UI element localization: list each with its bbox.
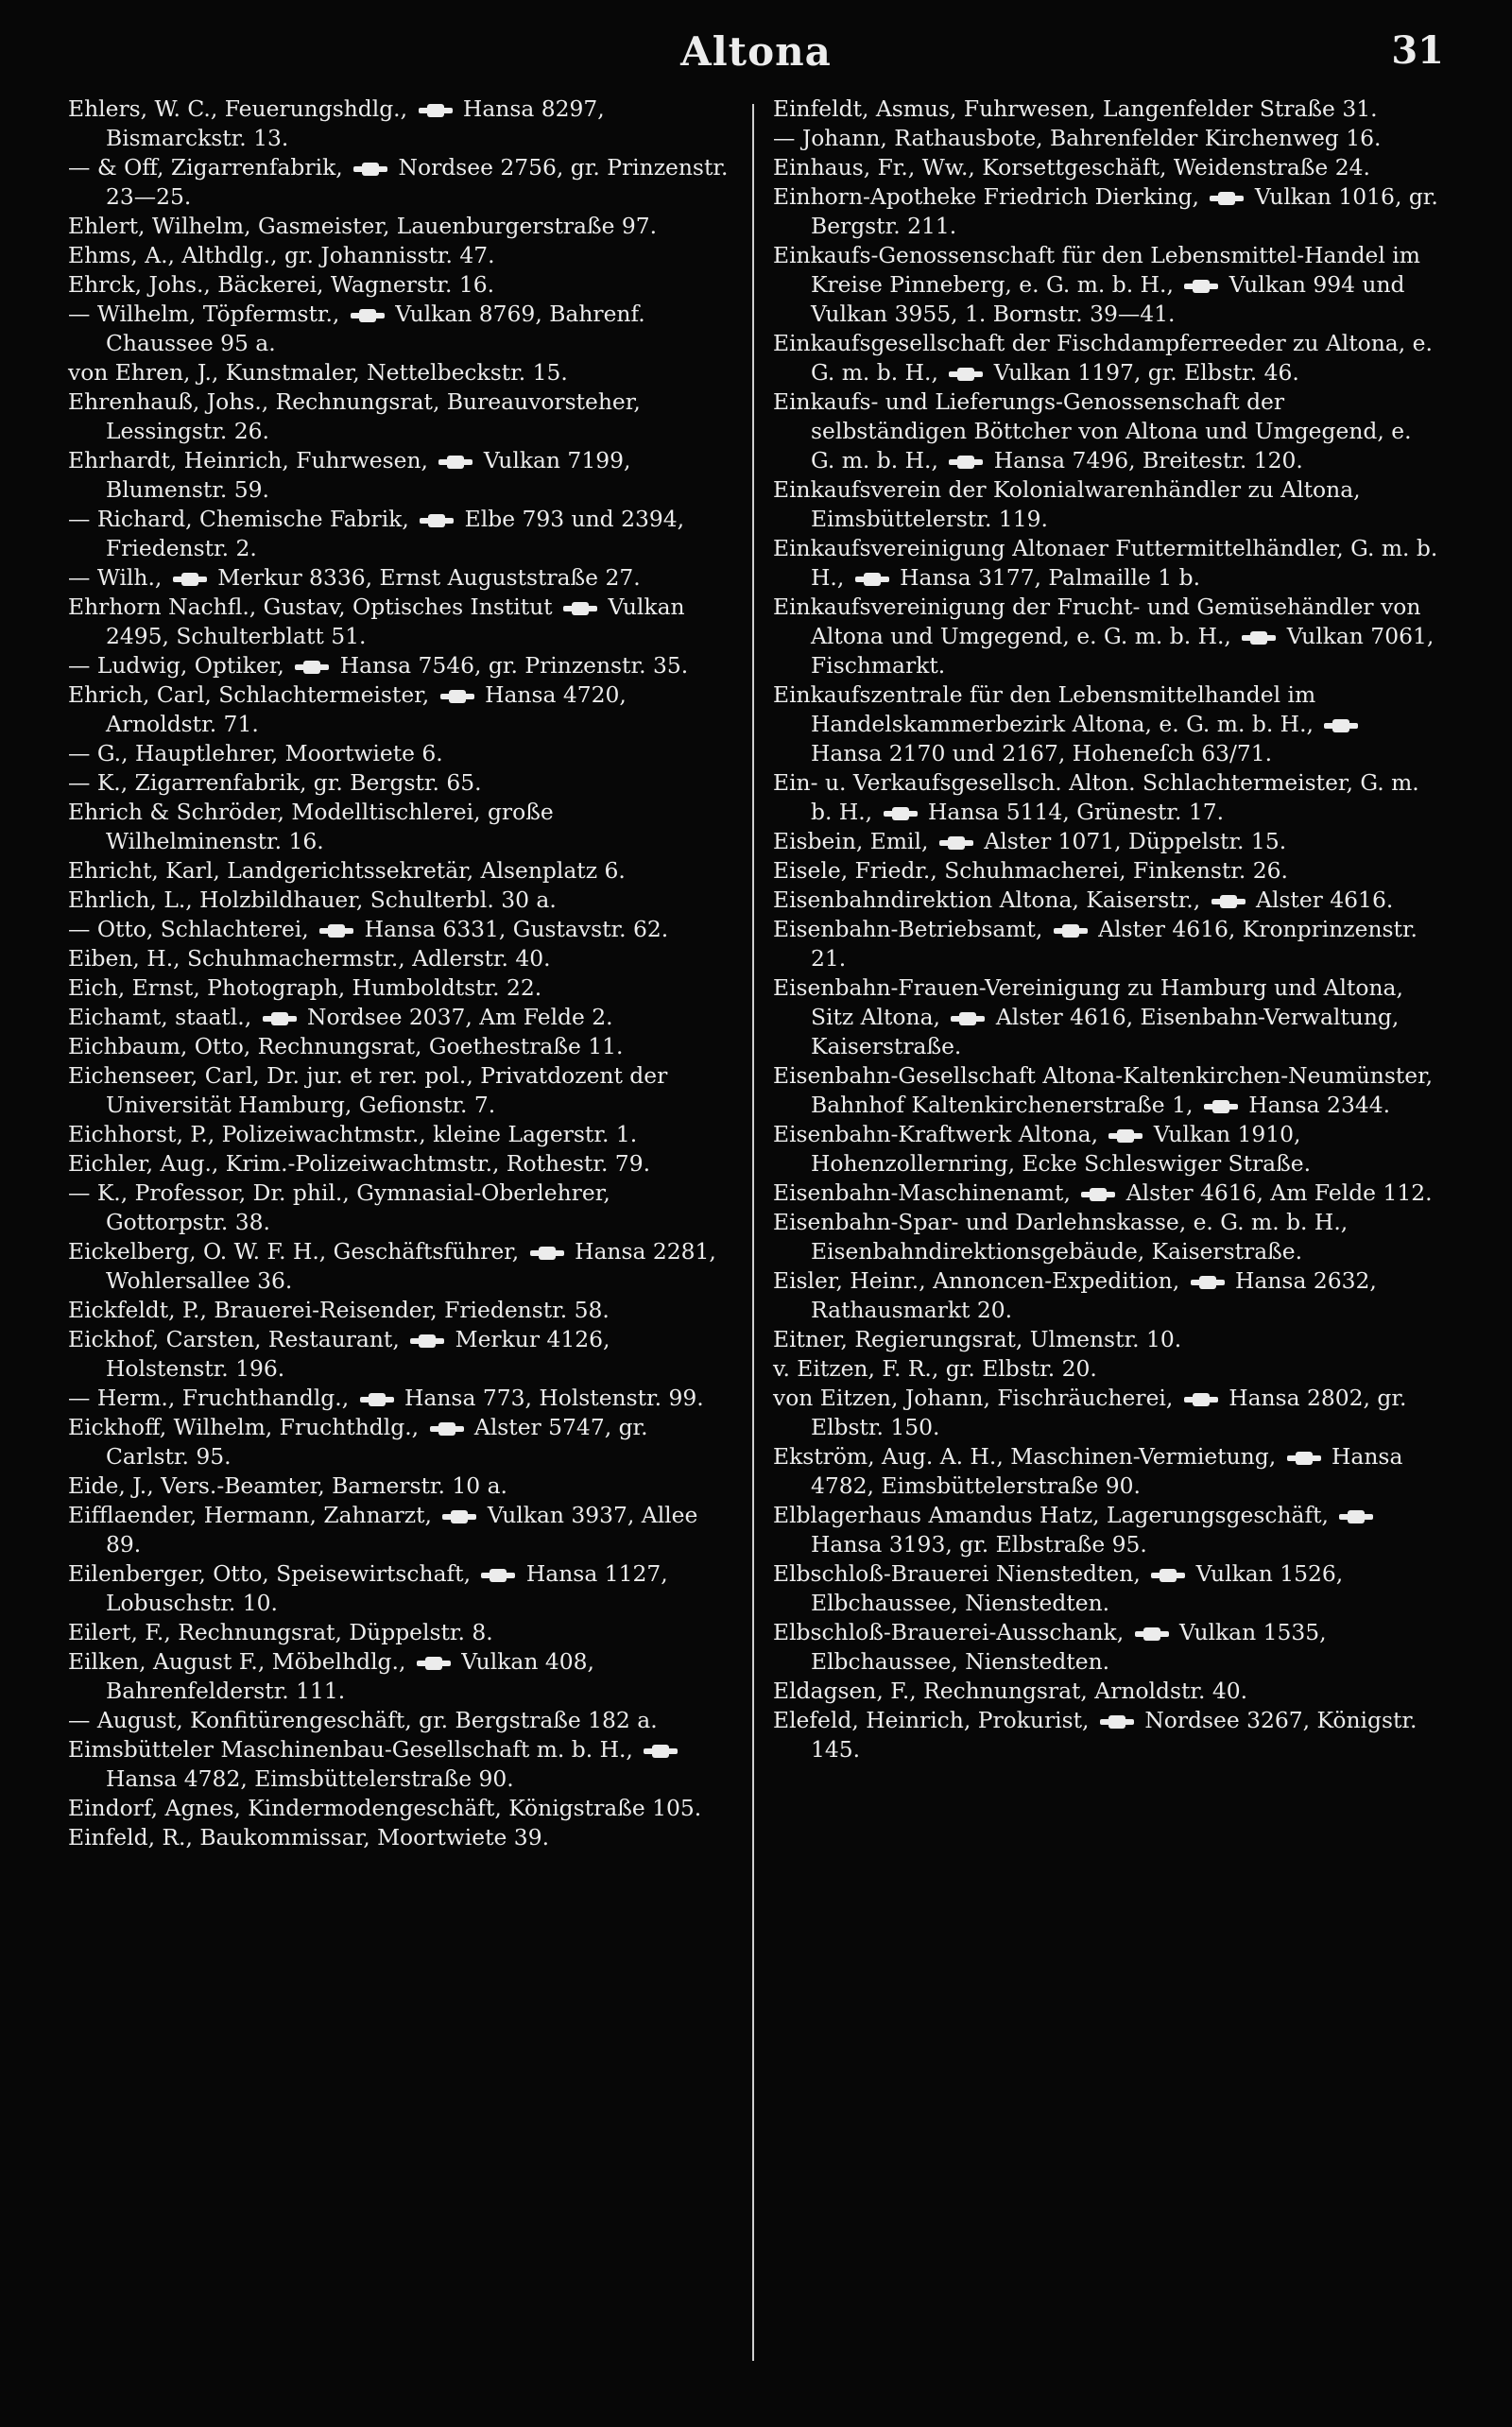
directory-entry bbox=[68, 1384, 734, 1413]
entry-text: — Richard, Chemische Fabrik, bbox=[68, 506, 417, 532]
directory-entry bbox=[68, 1296, 734, 1325]
entry-phone-address: Hansa 2281, Wohlersallee 36. bbox=[106, 1238, 716, 1294]
telephone-icon bbox=[951, 1012, 985, 1025]
directory-entry bbox=[773, 886, 1439, 915]
directory-entry bbox=[68, 1032, 734, 1061]
directory-entry bbox=[68, 1413, 734, 1472]
entry-text: Eisenbahn-Betriebsamt, bbox=[773, 916, 1050, 942]
directory-entry bbox=[68, 1735, 734, 1794]
entry-phone-address: Hansa 7496, Breitestr. 120. bbox=[987, 447, 1303, 473]
entry-text: — Ludwig, Optiker, bbox=[68, 652, 292, 679]
entry-text: Eifflaender, Hermann, Zahnarzt, bbox=[68, 1502, 439, 1528]
entry-text: Eindorf, Agnes, Kindermodengeschäft, Königstraße 105. bbox=[68, 1795, 702, 1821]
telephone-icon bbox=[442, 1510, 476, 1523]
directory-entry bbox=[68, 241, 734, 270]
entry-text: Ehlert, Wilhelm, Gasmeister, Lauenburgerstraße 97. bbox=[68, 213, 658, 239]
entry-text: — Johann, Rathausbote, Bahrenfelder Kirchenweg 16. bbox=[773, 125, 1382, 151]
directory-entry bbox=[68, 358, 734, 387]
page-title: Altona bbox=[680, 28, 832, 75]
directory-entry bbox=[773, 768, 1439, 827]
entry-phone-address: Hansa 4720, Arnoldstr. 71. bbox=[106, 681, 627, 737]
entry-text: Einkaufsvereinigung Altonaer Futtermittelhändler, G. m. b. H., bbox=[773, 535, 1438, 591]
entry-text: Elbschloß-Brauerei Nienstedten, bbox=[773, 1560, 1148, 1587]
telephone-icon bbox=[1191, 1276, 1225, 1289]
directory-entry bbox=[773, 1354, 1439, 1384]
directory-entry bbox=[773, 1501, 1439, 1559]
entry-phone-address: Alster 4616, Am Felde 112. bbox=[1119, 1179, 1433, 1206]
entry-text: Einfeldt, Asmus, Fuhrwesen, Langenfelder Straße 31. bbox=[773, 95, 1378, 122]
directory-entry bbox=[68, 593, 734, 651]
directory-entry bbox=[773, 915, 1439, 973]
entry-text: — Wilhelm, Töpfermstr., bbox=[68, 301, 347, 327]
telephone-icon bbox=[295, 661, 329, 674]
directory-entry bbox=[68, 300, 734, 358]
directory-entry bbox=[773, 856, 1439, 886]
entry-text: Eichamt, staatl., bbox=[68, 1004, 259, 1030]
entry-phone-address: Hansa 4782, Eimsbüttelerstraße 90. bbox=[106, 1765, 514, 1792]
entry-phone-address: Hansa 6331, Gustavstr. 62. bbox=[357, 916, 669, 942]
directory-entry bbox=[68, 1472, 734, 1501]
telephone-icon bbox=[263, 1012, 297, 1025]
telephone-icon bbox=[440, 690, 474, 703]
entry-text: Eisenbahn-Gesellschaft Altona-Kaltenkirchen-Neumünster, Bahnhof Kaltenkirchenerstraße 1, bbox=[773, 1062, 1434, 1118]
entry-text: Eickhof, Carsten, Restaurant, bbox=[68, 1326, 407, 1352]
entry-phone-address: Hansa 1127, Lobuschstr. 10. bbox=[106, 1560, 668, 1616]
entry-text: Ehrck, Johs., Bäckerei, Wagnerstr. 16. bbox=[68, 271, 495, 298]
entry-phone-address: Vulkan 1016, gr. Bergstr. 211. bbox=[811, 183, 1438, 239]
directory-entry bbox=[68, 1179, 734, 1237]
directory-entry bbox=[773, 1706, 1439, 1764]
directory-entry bbox=[68, 944, 734, 973]
entry-text: Eichler, Aug., Krim.-Polizeiwachtmstr., Rothestr. 79. bbox=[68, 1150, 651, 1177]
directory-entry bbox=[68, 1120, 734, 1149]
telephone-icon bbox=[353, 163, 387, 176]
entry-phone-address: Merkur 8336, Ernst Auguststraße 27. bbox=[210, 564, 641, 591]
entry-phone-address: Vulkan 3937, Allee 89. bbox=[106, 1502, 698, 1558]
entry-text: Ehrlich, L., Holzbildhauer, Schulterbl. 30 a. bbox=[68, 886, 557, 913]
telephone-icon bbox=[410, 1334, 444, 1348]
directory-entry bbox=[773, 1559, 1439, 1618]
entry-text: Ehrich & Schröder, Modelltischlerei, große Wilhelminenstr. 16. bbox=[68, 799, 554, 854]
directory-entry bbox=[68, 1149, 734, 1179]
entry-text: Eisenbahn-Spar- und Darlehnskasse, e. G. m. b. H., Eisenbahndirektionsgebäude, Kaiserstraße. bbox=[773, 1209, 1349, 1265]
entry-text: Eichenseer, Carl, Dr. jur. et rer. pol., Privatdozent der Universität Hamburg, Gefionstr. 7. bbox=[68, 1062, 668, 1118]
directory-entry bbox=[68, 1325, 734, 1384]
directory-entry bbox=[68, 1061, 734, 1120]
directory-entry bbox=[68, 1647, 734, 1706]
directory-entry bbox=[68, 212, 734, 241]
directory-entry bbox=[773, 1325, 1439, 1354]
entry-phone-address: Vulkan 1535, Elbchaussee, Nienstedten. bbox=[811, 1619, 1327, 1675]
telephone-icon bbox=[884, 807, 918, 820]
entry-text: Eisenbahn-Maschinenamt, bbox=[773, 1179, 1078, 1206]
entry-phone-address: Hansa 773, Holstenstr. 99. bbox=[397, 1385, 704, 1411]
entry-text: — Wilh., bbox=[68, 564, 169, 591]
entry-text: Eisenbahn-Kraftwerk Altona, bbox=[773, 1121, 1106, 1147]
entry-text: Einkaufsvereinigung der Frucht- und Gemüsehändler von Altona und Umgegend, e. G. m. b. H., bbox=[773, 594, 1421, 649]
directory-entry bbox=[68, 856, 734, 886]
telephone-icon bbox=[1135, 1627, 1169, 1641]
telephone-icon bbox=[1210, 192, 1244, 205]
entry-text: — Herm., Fruchthandlg., bbox=[68, 1385, 356, 1411]
page-header bbox=[68, 28, 1444, 85]
telephone-icon bbox=[438, 456, 472, 469]
entry-phone-address: Vulkan 2495, Schulterblatt 51. bbox=[106, 594, 685, 649]
entry-text: Eickelberg, O. W. F. H., Geschäftsführer, bbox=[68, 1238, 526, 1265]
entry-phone-address: Hansa 5114, Grünestr. 17. bbox=[920, 799, 1225, 825]
entry-text: — August, Konfitürengeschäft, gr. Bergstraße 182 a. bbox=[68, 1707, 658, 1733]
entry-text: Eimsbütteler Maschinenbau-Gesellschaft m. b. H., bbox=[68, 1736, 641, 1763]
entry-text: Eisbein, Emil, bbox=[773, 828, 936, 854]
entry-text: Eisele, Friedr., Schuhmacherei, Finkenstr. 26. bbox=[773, 857, 1288, 884]
directory-entry bbox=[773, 329, 1439, 387]
entry-text: Ehlers, W. C., Feuerungshdlg., bbox=[68, 95, 415, 122]
telephone-icon bbox=[419, 104, 453, 117]
entry-phone-address: Hansa 8297, Bismarckstr. 13. bbox=[106, 95, 605, 151]
entry-text: — G., Hauptlehrer, Moortwiete 6. bbox=[68, 740, 443, 766]
directory-entry bbox=[773, 1061, 1439, 1120]
directory-entry bbox=[773, 1442, 1439, 1501]
directory-entry bbox=[68, 270, 734, 300]
directory-entry bbox=[68, 1794, 734, 1823]
entry-phone-address: Nordsee 2756, gr. Prinzenstr. 23—25. bbox=[106, 154, 729, 210]
entry-text: Ehrenhauß, Johs., Rechnungsrat, Bureauvorsteher, Lessingstr. 26. bbox=[68, 388, 641, 444]
telephone-icon bbox=[1324, 719, 1358, 732]
telephone-icon bbox=[644, 1745, 678, 1758]
directory-entry bbox=[68, 1559, 734, 1618]
column-divider bbox=[752, 104, 754, 2361]
entry-phone-address: Nordsee 2037, Am Felde 2. bbox=[300, 1004, 613, 1030]
entry-phone-address: Hansa 3177, Palmaille 1 b. bbox=[892, 564, 1201, 591]
entry-text: Einkaufsgesellschaft der Fischdampferreeder zu Altona, e. G. m. b. H., bbox=[773, 330, 1433, 386]
entry-phone-address: Vulkan 7061, Fischmarkt. bbox=[811, 623, 1435, 679]
entry-phone-address: Elbe 793 und 2394, Friedenstr. 2. bbox=[106, 506, 685, 561]
telephone-icon bbox=[939, 836, 973, 850]
entry-text: Ehrhardt, Heinrich, Fuhrwesen, bbox=[68, 447, 436, 473]
entry-text: Eisler, Heinr., Annoncen-Expedition, bbox=[773, 1267, 1187, 1294]
entry-text: Ekström, Aug. A. H., Maschinen-Vermietung, bbox=[773, 1443, 1283, 1470]
directory-entry bbox=[68, 680, 734, 739]
entry-phone-address: Nordsee 3267, Königstr. 145. bbox=[811, 1707, 1418, 1763]
directory-entry bbox=[773, 534, 1439, 593]
entry-phone-address: Alster 4616, Kronprinzenstr. 21. bbox=[811, 916, 1418, 972]
directory-entry bbox=[68, 563, 734, 593]
directory-entry bbox=[68, 886, 734, 915]
directory-entry bbox=[68, 915, 734, 944]
directory-entry bbox=[773, 241, 1439, 329]
entry-phone-address: Hansa 2632, Rathausmarkt 20. bbox=[811, 1267, 1377, 1323]
directory-entry bbox=[773, 827, 1439, 856]
directory-entry bbox=[68, 739, 734, 768]
telephone-icon bbox=[563, 602, 597, 615]
directory-entry bbox=[773, 182, 1439, 241]
right-column bbox=[773, 95, 1439, 1764]
telephone-icon bbox=[530, 1247, 564, 1260]
entry-text: — Otto, Schlachterei, bbox=[68, 916, 317, 942]
entry-text: von Ehren, J., Kunstmaler, Nettelbeckstr. 15. bbox=[68, 359, 568, 386]
entry-text: Ehrhorn Nachfl., Gustav, Optisches Institut bbox=[68, 594, 560, 620]
entry-text: Eitner, Regierungsrat, Ulmenstr. 10. bbox=[773, 1326, 1182, 1352]
directory-entry bbox=[68, 505, 734, 563]
entry-text: Eich, Ernst, Photograph, Humboldtstr. 22. bbox=[68, 974, 542, 1001]
directory-entry bbox=[773, 1208, 1439, 1266]
entry-text: Elefeld, Heinrich, Prokurist, bbox=[773, 1707, 1096, 1733]
telephone-icon bbox=[1184, 1393, 1218, 1406]
directory-entry bbox=[773, 95, 1439, 124]
telephone-icon bbox=[1108, 1129, 1143, 1143]
telephone-icon bbox=[173, 573, 207, 586]
entry-text: Elbschloß-Brauerei-Ausschank, bbox=[773, 1619, 1131, 1645]
entry-text: Eiben, H., Schuhmachermstr., Adlerstr. 40. bbox=[68, 945, 551, 972]
directory-entry bbox=[68, 1501, 734, 1559]
directory-entry bbox=[773, 1384, 1439, 1442]
entry-text: Eldagsen, F., Rechnungsrat, Arnoldstr. 40. bbox=[773, 1678, 1248, 1704]
entry-text: Einkaufs- und Lieferungs-Genossenschaft der selbständigen Böttcher von Altona und Umgegend, e. G. m. b. H., bbox=[773, 388, 1412, 473]
entry-text: — K., Zigarrenfabrik, gr. Bergstr. 65. bbox=[68, 769, 482, 796]
entry-phone-address: Hansa 2802, gr. Elbstr. 150. bbox=[811, 1385, 1407, 1440]
telephone-icon bbox=[949, 368, 983, 381]
entry-phone-address: Vulkan 994 und Vulkan 3955, 1. Bornstr. 39—41. bbox=[811, 271, 1405, 327]
entry-text: Eickhoff, Wilhelm, Fruchthdlg., bbox=[68, 1414, 426, 1440]
telephone-icon bbox=[1339, 1510, 1373, 1523]
entry-phone-address: Alster 4616, Eisenbahn-Verwaltung, Kaiserstraße. bbox=[811, 1004, 1400, 1059]
entry-text: Eichbaum, Otto, Rechnungsrat, Goethestraße 11. bbox=[68, 1033, 624, 1059]
entry-phone-address: Vulkan 7199, Blumenstr. 59. bbox=[106, 447, 631, 503]
entry-phone-address: Alster 5747, gr. Carlstr. 95. bbox=[106, 1414, 648, 1470]
entry-phone-address: Hansa 3193, gr. Elbstraße 95. bbox=[811, 1531, 1147, 1558]
directory-entry bbox=[773, 153, 1439, 182]
entry-text: von Eitzen, Johann, Fischräucherei, bbox=[773, 1385, 1180, 1411]
entry-text: v. Eitzen, F. R., gr. Elbstr. 20. bbox=[773, 1355, 1097, 1382]
entry-phone-address: Vulkan 8769, Bahrenf. Chaussee 95 a. bbox=[106, 301, 645, 356]
telephone-icon bbox=[481, 1569, 515, 1582]
telephone-icon bbox=[1100, 1715, 1134, 1729]
directory-entry bbox=[773, 973, 1439, 1061]
directory-entry bbox=[68, 1823, 734, 1852]
directory-entry bbox=[773, 680, 1439, 768]
telephone-icon bbox=[1211, 895, 1246, 908]
directory-entry bbox=[68, 446, 734, 505]
directory-entry bbox=[773, 1618, 1439, 1677]
entry-text: Einfeld, R., Baukommissar, Moortwiete 39. bbox=[68, 1824, 550, 1850]
directory-entry bbox=[68, 973, 734, 1003]
telephone-icon bbox=[1184, 280, 1218, 293]
directory-entry bbox=[68, 798, 734, 856]
entry-text: Ehricht, Karl, Landgerichtssekretär, Alsenplatz 6. bbox=[68, 857, 626, 884]
directory-entry bbox=[773, 475, 1439, 534]
telephone-icon bbox=[1204, 1100, 1238, 1113]
entry-phone-address: Alster 4616. bbox=[1248, 886, 1394, 913]
entry-text: Einhorn-Apotheke Friedrich Dierking, bbox=[773, 183, 1207, 210]
entry-phone-address: Alster 1071, Düppelstr. 15. bbox=[976, 828, 1287, 854]
directory-entry bbox=[773, 387, 1439, 475]
entry-phone-address: Vulkan 408, Bahrenfelderstr. 111. bbox=[106, 1648, 594, 1704]
telephone-icon bbox=[430, 1422, 464, 1436]
entry-text: Eickfeldt, P., Brauerei-Reisender, Friedenstr. 58. bbox=[68, 1297, 610, 1323]
telephone-icon bbox=[949, 456, 983, 469]
entry-text: Einhaus, Fr., Ww., Korsettgeschäft, Weidenstraße 24. bbox=[773, 154, 1370, 181]
entry-phone-address: Vulkan 1197, gr. Elbstr. 46. bbox=[987, 359, 1299, 386]
directory-entry bbox=[773, 1120, 1439, 1179]
entry-text: Einkaufsverein der Kolonialwarenhändler zu Altona, Eimsbüttelerstr. 119. bbox=[773, 476, 1361, 532]
directory-entry bbox=[68, 768, 734, 798]
directory-entry bbox=[773, 1677, 1439, 1706]
directory-entry bbox=[773, 1266, 1439, 1325]
telephone-icon bbox=[855, 573, 889, 586]
telephone-icon bbox=[417, 1657, 451, 1670]
entry-text: — & Off, Zigarrenfabrik, bbox=[68, 154, 351, 181]
directory-entry bbox=[68, 1618, 734, 1647]
entry-text: Eisenbahn-Frauen-Vereinigung zu Hamburg und Altona, Sitz Altona, bbox=[773, 974, 1403, 1030]
entry-text: Eide, J., Vers.-Beamter, Barnerstr. 10 a. bbox=[68, 1472, 507, 1499]
directory-entry bbox=[68, 651, 734, 680]
entry-phone-address: Vulkan 1526, Elbchaussee, Nienstedten. bbox=[811, 1560, 1344, 1616]
telephone-icon bbox=[1287, 1452, 1321, 1465]
telephone-icon bbox=[319, 924, 353, 938]
directory-entry bbox=[68, 95, 734, 153]
entry-phone-address: Vulkan 1910, Hohenzollernring, Ecke Schleswiger Straße. bbox=[811, 1121, 1312, 1177]
entry-text: Ein- u. Verkaufsgesellsch. Alton. Schlachtermeister, G. m. b. H., bbox=[773, 769, 1419, 825]
entry-text: Eilken, August F., Möbelhdlg., bbox=[68, 1648, 413, 1675]
entry-phone-address: Hansa 7546, gr. Prinzenstr. 35. bbox=[333, 652, 689, 679]
telephone-icon bbox=[1242, 631, 1276, 645]
entry-text: Ehms, A., Althdlg., gr. Johannisstr. 47. bbox=[68, 242, 495, 268]
telephone-icon bbox=[1151, 1569, 1185, 1582]
entry-text: Ehrich, Carl, Schlachtermeister, bbox=[68, 681, 437, 708]
entry-text: Eichhorst, P., Polizeiwachtmstr., kleine Lagerstr. 1. bbox=[68, 1121, 638, 1147]
entry-text: Einkaufszentrale für den Lebensmittelhandel im Handelskammerbezirk Altona, e. G. m. b. H., bbox=[773, 681, 1321, 737]
entry-phone-address: Hansa 4782, Eimsbüttelerstraße 90. bbox=[811, 1443, 1403, 1499]
directory-entry bbox=[68, 1706, 734, 1735]
left-column bbox=[68, 95, 734, 1852]
page-number: 31 bbox=[1391, 28, 1444, 73]
directory-entry bbox=[773, 124, 1439, 153]
directory-entry bbox=[68, 1237, 734, 1296]
telephone-icon bbox=[420, 514, 454, 527]
entry-text: Eilenberger, Otto, Speisewirtschaft, bbox=[68, 1560, 478, 1587]
directory-entry bbox=[68, 387, 734, 446]
entry-text: Elblagerhaus Amandus Hatz, Lagerungsgeschäft, bbox=[773, 1502, 1336, 1528]
entry-phone-address: Hansa 2344. bbox=[1241, 1092, 1391, 1118]
entry-text: Einkaufs-Genossenschaft für den Lebensmittel-Handel im Kreise Pinneberg, e. G. m. b. H., bbox=[773, 242, 1420, 298]
directory-entry bbox=[773, 593, 1439, 680]
telephone-icon bbox=[351, 309, 385, 322]
entry-phone-address: Merkur 4126, Holstenstr. 196. bbox=[106, 1326, 610, 1382]
directory-entry bbox=[773, 1179, 1439, 1208]
directory-entry bbox=[68, 1003, 734, 1032]
telephone-icon bbox=[1081, 1188, 1115, 1201]
entry-text: — K., Professor, Dr. phil., Gymnasial-Oberlehrer, Gottorpstr. 38. bbox=[68, 1179, 610, 1235]
telephone-icon bbox=[1054, 924, 1088, 938]
entry-text: Eisenbahndirektion Altona, Kaiserstr., bbox=[773, 886, 1208, 913]
directory-entry bbox=[68, 153, 734, 212]
telephone-icon bbox=[360, 1393, 394, 1406]
entry-text: Eilert, F., Rechnungsrat, Düppelstr. 8. bbox=[68, 1619, 493, 1645]
entry-phone-address: Hansa 2170 und 2167, Hoheneſch 63/71. bbox=[811, 740, 1273, 766]
